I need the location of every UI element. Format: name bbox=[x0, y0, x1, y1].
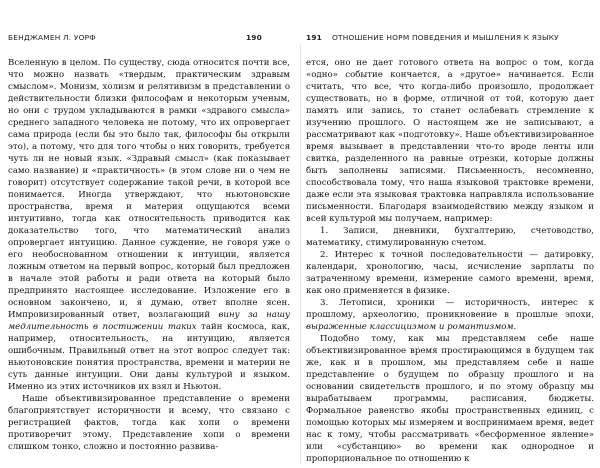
list-item-3-italic: выраженные классицизмом и романтизмом. bbox=[306, 322, 517, 332]
left-paragraph-1 bbox=[8, 57, 290, 393]
right-paragraph-1: ется, оно не дает готового ответа на вопрос о том, когда «одно» событие кончается, а «другое» начинается. Если считать, что все, что когда-либо произошло, продолжает существовать, но в форме, отличной от той, которую дает память или запись, то станет ослабевать стремление к изучению прошлого. О настоящем же не записывают, а рассматривают как «подготовку». Наше объективизированное время вызывает в представлении что-то вроде ленты или свитка, разделенного на равные отрезки, которые должны быть заполнены записями. Письменность, несомненно, способствовала тому, что наша языковой трактовке времени, даже если эта языковая трактовка направляла использование письменности. Благодаря взаимодействию между языком и всей культурой мы получаем, например: bbox=[306, 58, 594, 224]
page-gutter bbox=[300, 44, 301, 464]
left-paragraph-1-text: Вселенную в целом. По существу, сюда относится почти все, что можно назвать «твердым, практическим здравым смыслом». Монизм, холизм и релятивизм в представлении о действительности близки философам и некоторым ученым, но они с трудом укладываются в рамки «здравого смысла» среднего западного человека не потому, что их опровергает сама природа (если бы это было так, философы бы открыли это), а потому, что для того чтобы о них говорить, требуется чуть ли не новый язык. «Здравый смысл» (как показывает само название) и «практичность» (в этом слове ни о чем не говорит) отсутствует содержание такой речи, в которой все понимается. Иногда утверждают, что ньютоновские пространства, время и материя ощущаются всеми интуитивно, тогда как относительность приводится как доказательство того, что математический анализ опровергает интуицию. Данное суждение, не говоря уже о его необоснованном отношении к интуиции, является ложным ответом на первый вопрос, который был предложен в начале этой работы и ради ответа на который было предпринято настоящее исследование. Изложение его в основном закончено, и, я думаю, ответ вполне ясен. Импровизированный ответ, возлагающий bbox=[8, 58, 290, 320]
list-item-2: 2. Интерес к точной последовательности — датировку, календари, хронологию, часы, исчисление зарплаты по затраченному времени, измерение самого времени, время, как оно применяется в физике. bbox=[306, 250, 594, 296]
left-page-body bbox=[8, 57, 290, 453]
right-running-head: ОТНОШЕНИЕ НОРМ ПОВЕДЕНИЯ И МЫШЛЕНИЯ К ЯЗЫКУ bbox=[332, 33, 559, 42]
right-paragraph-2: Подобно тому, как мы представляем себе наше объективизированное время простирающимся в будущем так же, как и в прошлом, мы представляем себе и наше представление о будущем по образцу прошлого и на основании свидетельств прошлого, и по этому образцу мы вырабатываем программы, расписания, бюджеты. Формальное равенство якобы пространственных единиц, с помощью которых мы измеряем и воспринимаем время, ведет нас к тому, чтобы рассматривать «бесформенное явление» или «субстанцию» во времени как однородное и пропорциональное по отношению к bbox=[306, 334, 594, 464]
right-page-number: 191 bbox=[306, 33, 323, 42]
list-item-3 bbox=[306, 297, 594, 333]
right-page-body bbox=[306, 57, 594, 465]
left-page-number: 190 bbox=[245, 33, 262, 42]
left-paragraph-2: Наше объективизированное представление о времени благоприятствует историчности и всему, что связано с регистрацией фактов, тогда как хопи о времени противоречит этому. Представление хопи о времени слишком тонко, сложно и постоянно развива- bbox=[8, 394, 290, 452]
list-item-1: 1. Записи, дневники, бухгалтерию, счетоводство, математику, стимулированную счетом. bbox=[306, 226, 594, 248]
list-item-3-text: 3. Летописи, хроники — историчность, интерес к прошлому, археологию, проникновение в прошлые эпохи, bbox=[306, 298, 594, 320]
right-page-header bbox=[306, 33, 594, 45]
left-paragraph-1-italic: вину за нашу медлительность в постижении таких bbox=[8, 310, 291, 332]
left-page-header bbox=[8, 33, 290, 45]
left-running-head: БЕНДЖАМЕН Л. УОРФ bbox=[8, 33, 96, 42]
left-page bbox=[8, 33, 290, 453]
right-page bbox=[306, 33, 594, 465]
left-paragraph-1-tail: тайн космоса, как, например, относительность, на интуицию, является ошибочным. Правильный ответ на этот вопрос следует так: ньютоновские понятия пространства, времени и материи не суть данные интуиции. Они даны культурой и языком. Именно из этих источников их взял и Ньютон. bbox=[8, 322, 290, 392]
